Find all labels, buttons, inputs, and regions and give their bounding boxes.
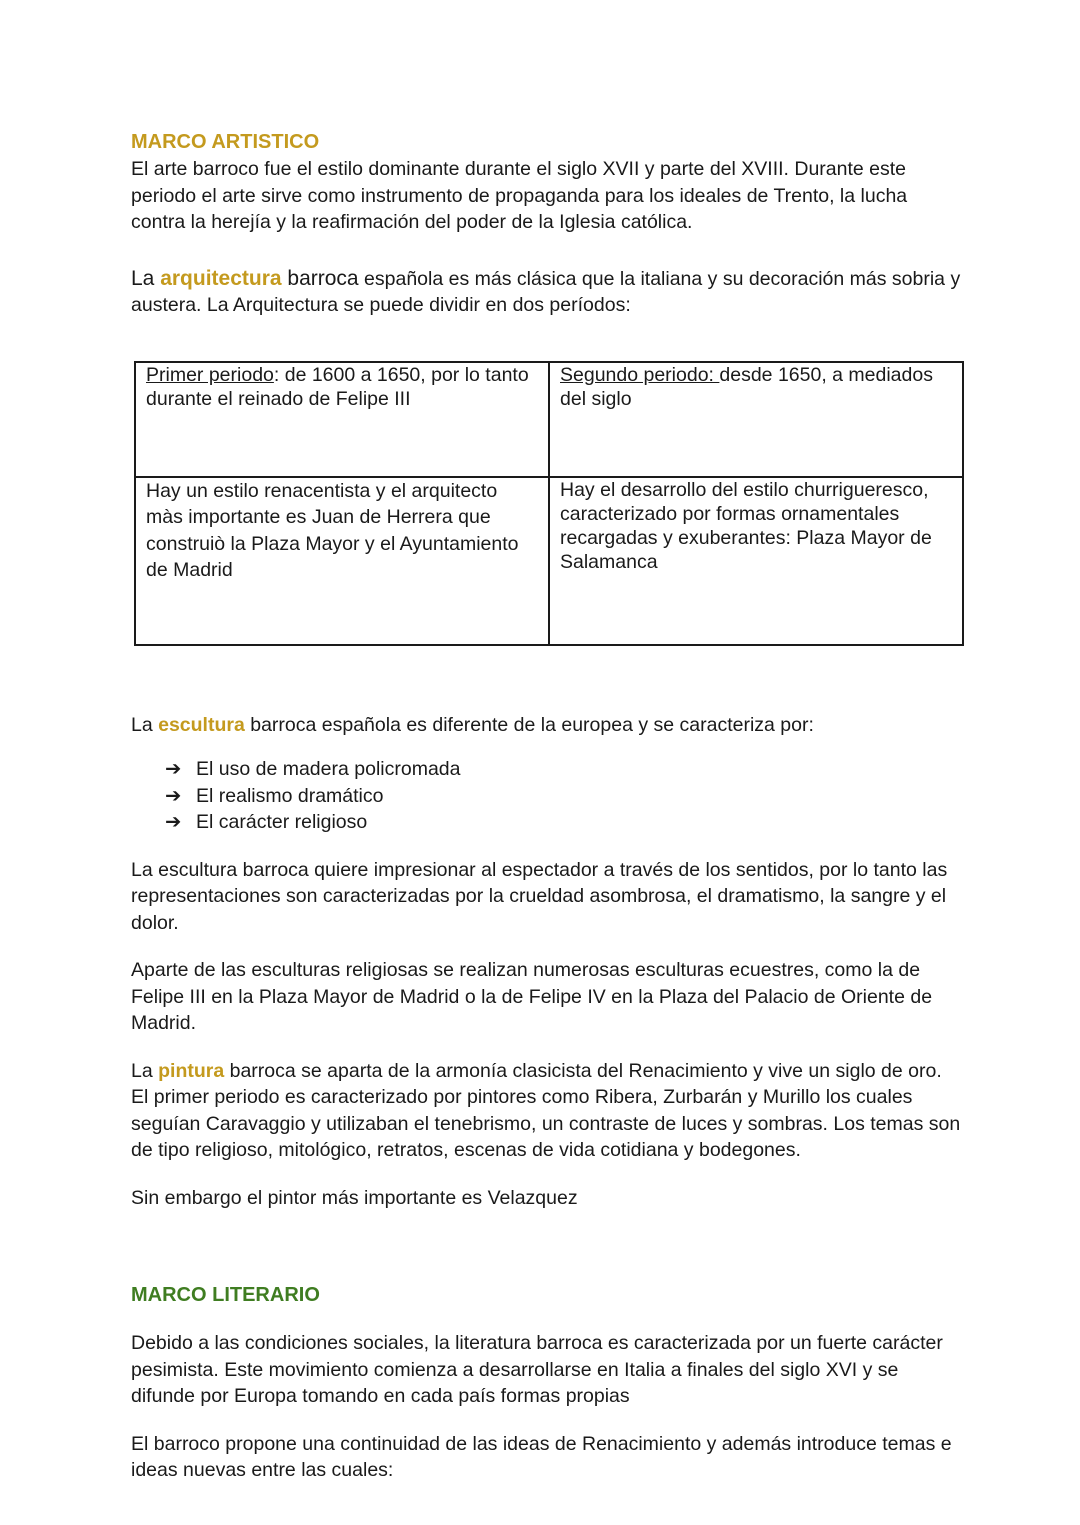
second-period-text: desde 1650, a mediados del siglo [560, 363, 933, 410]
second-period-desc-text: Hay el desarrollo del estilo churrigueresco, caracterizado por formas ornamentales recargadas y exuberantes: Plaza Mayor de Salamanca [560, 478, 932, 573]
marco-artistico-heading: MARCO ARTISTICO [131, 131, 320, 153]
document-page [131, 128, 961, 1484]
second-period-label: Segundo periodo: [560, 363, 720, 386]
first-period-description [135, 477, 549, 645]
escultura-text: barroca española es diferente de la europea y se caracteriza por: [244, 713, 814, 736]
escultura-paragraph-2: La escultura barroca quiere impresionar al espectador a través de los sentidos, por lo tanto las representaciones son caracterizadas por la crueldad asombrosa, el dramatismo, la sangre y el dolor. [131, 858, 948, 934]
list-item-text: El realismo dramático [196, 784, 384, 807]
marco-literario-heading: MARCO LITERARIO [131, 1284, 320, 1306]
second-period-description [549, 477, 963, 645]
arrow-right-icon: ➔ [165, 811, 182, 833]
literario-paragraph-1: Debido a las condiciones sociales, la literatura barroca es caracterizada por un fuerte carácter pesimista. Este movimiento comienza a desarrollarse en Italia a finales del siglo XVI y se difunde por Europa tomando en cada país formas propias [131, 1332, 943, 1407]
escultura-paragraph [131, 712, 961, 739]
arquitectura-paragraph [131, 266, 961, 319]
second-period-cell [549, 362, 963, 477]
pintura-paragraph [131, 1058, 961, 1164]
escultura-paragraph-3: Aparte de las esculturas religiosas se realizan numerosas esculturas ecuestres, como la de Felipe III en la Plaza Mayor de Madrid o la de Felipe IV en la Plaza del Palacio de Oriente de Madrid. [131, 959, 933, 1034]
first-period-label: Primer periodo [146, 363, 274, 386]
pintura-paragraph-2: Sin embargo el pintor más importante es Velazquez [131, 1186, 578, 1209]
pintura-keyword: pintura [158, 1059, 225, 1082]
escultura-keyword: escultura [158, 713, 245, 736]
artistico-intro-paragraph: El arte barroco fue el estilo dominante durante el siglo XVII y parte del XVIII. Durante este periodo el arte sirve como instrumento de propaganda para los ideales de Trento, la lucha contra la herejía y la reafirmación del poder de la Iglesia católica. [131, 158, 908, 233]
arrow-right-icon: ➔ [165, 758, 182, 780]
pintura-text: barroca se aparta de la armonía clasicista del Renacimiento y vive un siglo de oro. El primer periodo es caracterizado por pintores como Ribera, Zurbarán y Murillo los cuales seguían Caravaggio y utilizaban el tenebrismo, un contraste de luces y sombras. Los temas son de tipo religioso, mitológico, retratos, escenas de vida cotidiana y bodegones. [131, 1059, 961, 1161]
escultura-bullet-list [131, 756, 961, 836]
arquitectura-lead: La [131, 266, 161, 290]
first-period-cell [135, 362, 549, 477]
list-item [165, 756, 961, 783]
list-item [165, 809, 961, 836]
arquitectura-keyword: arquitectura [160, 266, 282, 290]
periods-table [134, 361, 964, 646]
list-item-text: El uso de madera policromada [196, 758, 461, 780]
literario-paragraph-2: El barroco propone una continuidad de las ideas de Renacimiento y además introduce temas e ideas nuevas entre las cuales: [131, 1432, 952, 1481]
arquitectura-barroca: barroca [281, 266, 359, 290]
list-item [165, 783, 961, 810]
arquitectura-text: española es más clásica que la italiana y su decoración más sobria y austera. La Arquitectura se puede dividir en dos períodos: [131, 267, 961, 316]
table-row [135, 477, 963, 645]
escultura-lead: La [131, 713, 159, 736]
pintura-lead: La [131, 1059, 159, 1082]
table-row [135, 362, 963, 477]
list-item-text: El carácter religioso [196, 811, 368, 833]
first-period-desc-text: Hay un estilo renacentista y el arquitecto màs importante es Juan de Herrera que construiò la Plaza Mayor y el Ayuntamiento de Madrid [146, 479, 519, 581]
first-period-text: : de 1600 a 1650, por lo tanto durante el reinado de Felipe III [146, 363, 529, 410]
arrow-right-icon: ➔ [165, 784, 182, 807]
